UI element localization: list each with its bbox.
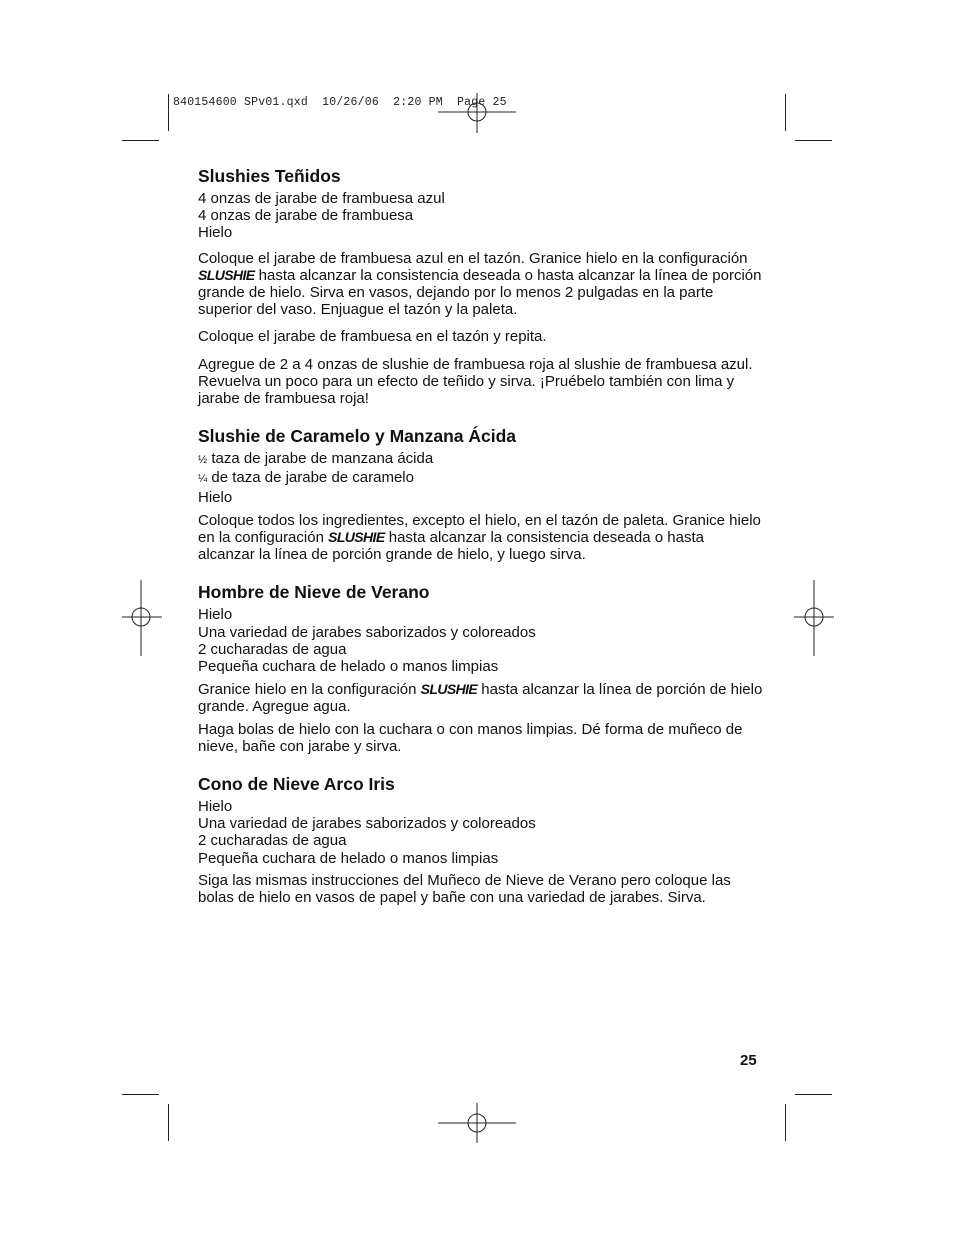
recipe-title: Cono de Nieve Arco Iris [198,774,395,795]
crop-mark-bottom-right-v [785,1104,786,1141]
slushie-setting-label: SLUSHIE [328,529,385,546]
ingredient: Una variedad de jarabes saborizados y coloreados [198,815,536,833]
registration-mark-right [794,580,834,656]
registration-mark-top [438,93,516,133]
recipe-slushies-tenidos [198,166,763,407]
ingredient: 4 onzas de jarabe de frambuesa azul [198,190,445,207]
recipe-title: Hombre de Nieve de Verano [198,582,430,603]
instruction-paragraph: Coloque el jarabe de frambuesa en el tazón y repita. [198,328,547,346]
crop-mark-top-right-h [795,140,832,141]
ingredient-list [198,450,763,506]
recipe-title: Slushie de Caramelo y Manzana Ácida [198,426,517,447]
crop-mark-top-right-v [785,94,786,131]
crop-mark-bottom-right-h [795,1094,832,1095]
ingredient: Hielo [198,224,233,242]
recipe-hombre-de-nieve [198,582,763,755]
ingredient: Una variedad de jarabes saborizados y coloreados [198,623,536,641]
instruction-paragraph: Haga bolas de hielo con la cuchara o con manos limpias. Dé forma de muñeco de nieve, bañe con jarabe y sirva. [198,720,743,755]
crop-mark-bottom-left-h [122,1094,159,1095]
ingredient: 4 onzas de jarabe de frambuesa [198,207,414,225]
instruction-paragraph: Coloque todos los ingredientes, excepto el hielo, en el tazón de paleta. Granice hielo en la configuración SLUSHIE hasta alcanzar la consistencia deseada o hasta alcanzar la línea de porción grande de hielo, y luego sirva. [198,511,761,564]
ingredient: Hielo [198,798,233,816]
crop-mark-bottom-left-v [168,1104,169,1141]
page-number: 25 [740,1052,757,1069]
instruction-paragraph: Siga las mismas instrucciones del Muñeco de Nieve de Verano pero coloque las bolas de hielo en vasos de papel y bañe con una variedad de jarabes. Sirva. [198,871,731,907]
ingredient: Hielo [198,488,233,506]
registration-mark-bottom [438,1103,516,1143]
ingredient-list [198,190,763,242]
ingredient-list [198,606,763,675]
ingredient: Hielo [198,606,233,624]
recipe-slushie-caramelo-manzana [198,426,763,563]
instruction-paragraph: Agregue de 2 a 4 onzas de slushie de frambuesa roja al slushie de frambuesa azul. Revuelva un poco para un efecto de teñido y sirva. ¡Pruébelo también con lima y jarabe de frambuesa roja! [198,355,753,408]
ingredient-list [198,798,763,867]
ingredient: ¼ de taza de jarabe de caramelo [198,469,414,487]
recipe-content [198,166,763,925]
crop-mark-top-left-v [168,94,169,131]
slushie-setting-label: SLUSHIE [198,266,255,283]
slushie-setting-label: SLUSHIE [420,681,478,698]
recipe-title: Slushies Teñidos [198,166,341,186]
crop-mark-top-left-h [122,140,159,141]
ingredient: Pequeña cuchara de helado o manos limpias [198,849,499,867]
registration-mark-left [122,580,162,656]
ingredient: ½ taza de jarabe de manzana ácida [198,450,434,468]
ingredient: Pequeña cuchara de helado o manos limpias [198,658,499,676]
ingredient: 2 cucharadas de agua [198,832,347,850]
ingredient: 2 cucharadas de agua [198,640,347,658]
recipe-cono-de-nieve [198,774,763,906]
instruction-paragraph: Granice hielo en la configuración SLUSHIE hasta alcanzar la línea de porción de hielo grande. Agregue agua. [198,681,763,716]
print-slug: 840154600 SPv01.qxd 10/26/06 2:20 PM Page 25 [173,96,507,109]
instruction-paragraph: Coloque el jarabe de frambuesa azul en el tazón. Granice hielo en la configuración SLUSHIE hasta alcanzar la consistencia deseada o hasta alcanzar la línea de porción grande de hielo. Sirva en vasos, dejando por lo menos 2 pulgadas en la parte superior del vaso. Enjuague el tazón y la paleta. [198,249,762,319]
